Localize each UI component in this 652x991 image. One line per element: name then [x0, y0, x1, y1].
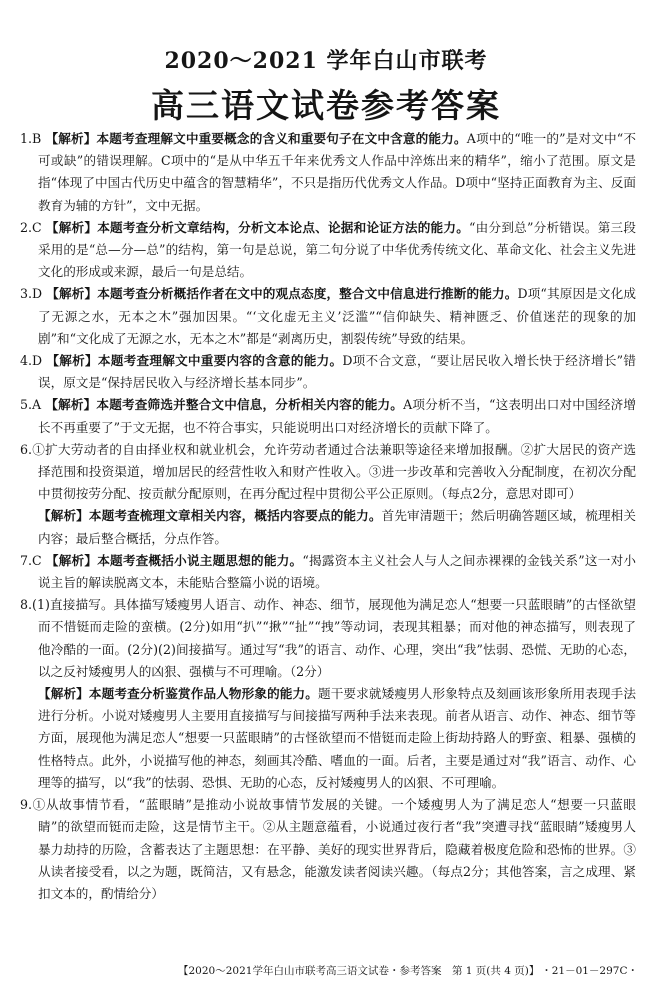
document-title: 高三语文试卷参考答案 [151, 86, 501, 125]
item-number: 5. [20, 397, 33, 413]
answer-text: ①从故事情节看，“蓝眼睛”是推动小说故事情节发展的关键。一个矮瘦男人为了满足恋人“想要一只蓝眼睛”的欲望而铤而走险，这是情节主干。②从主题意蕴看，小说通过夜行者“我”突遭寻找“蓝眼睛”矮瘦男人暴力劫持的历险，含蓄表达了主题思想：在平静、美好的现实世界背后，隐藏着极度危险和恐怖的世界。③从读者接受看，以之为题，既简洁，又有悬念，能激发读者阅读兴趣。（每点2分；其他答案，言之成理、紧扣文本的，酌情给分） [32, 797, 636, 901]
item-number: 6. [20, 441, 33, 457]
answer-body [20, 128, 636, 905]
item-number: 8. [20, 597, 33, 613]
answer-choice: D [32, 286, 43, 302]
analysis-text: 题干要求就矮瘦男人形象特点及刻画该形象所用表现手法进行分析。小说对矮瘦男人主要用直接描写与间接描写两种手法来表现。前者从语言、动作、神态、细节等方面，展现他为满足恋人“想要一只蓝眼睛”的古怪欲望而不惜铤而走险上街劫持路人的野蛮、粗暴、强横的性格特点。此外，小说描写他的神态，刻画其冷酷、嗜血的一面。后者，主要是通过对“我”语言、动作、心理等的描写，以“我”的怯弱、恐惧、无助的心态，反衬矮瘦男人的凶狠、不可理喻。 [38, 686, 637, 790]
analysis-tag: 【解析】本题考查分析鉴赏作品人物形象的能力。 [38, 686, 318, 702]
analysis-6 [20, 505, 636, 549]
answer-item-1 [20, 128, 636, 217]
analysis-tag: 【解析】本题考查理解文中重要概念的含义和重要句子在文中含意的能力。 [45, 131, 467, 146]
answer-choice: D [32, 353, 43, 369]
answer-item-4 [20, 350, 636, 394]
item-number: 1. [20, 131, 33, 146]
answer-text: “揭露资本主义社会人与人之间赤裸裸的金钱关系”这一对小说主旨的解读脱离文本，未能贴合整篇小说的语境。 [38, 552, 636, 591]
analysis-tag: 【解析】本题考查理解文中重要内容的含意的能力。 [46, 353, 343, 369]
answer-choice: C [32, 552, 42, 568]
answer-item-3 [20, 283, 636, 350]
analysis-tag: 【解析】本题考查梳理文章相关内容，概括内容要点的能力。 [38, 508, 382, 524]
footer-code: ・21－01－297C・ [541, 965, 638, 977]
item-number: 7. [20, 552, 33, 568]
analysis-8 [20, 683, 636, 794]
answer-text: ①扩大劳动者的自由择业权和就业机会，允许劳动者通过合法兼职等途径来增加报酬。②扩大居民的资产选择范围和投资渠道，增加居民的经营性收入和财产性收入。③进一步改革和完善收入分配制度，在初次分配中贯彻按劳分配、按贡献分配原则，在再分配过程中贯彻公平公正原则。（每点2分，意思对即可） [32, 441, 636, 502]
answer-item-8 [20, 594, 636, 683]
analysis-text: 首先审清题干；然后明确答题区域，梳理相关内容；最后整合概括，分点作答。 [38, 508, 637, 546]
item-number: 9. [20, 797, 33, 813]
analysis-tag: 【解析】本题考查筛选并整合文中信息，分析相关内容的能力。 [45, 397, 404, 413]
analysis-tag: 【解析】本题考查概括小说主题思想的能力。 [45, 552, 303, 568]
analysis-tag: 【解析】本题考查分析文章结构，分析文本论点、论据和论证方法的能力。 [45, 219, 470, 235]
answer-choice: B [32, 131, 42, 146]
answer-text: A项中的“唯一的”是对文中“不可或缺”的错误理解。C项中的“是从中华五千年来优秀文人作品中淬炼出来的精华”，缩小了范围。原文是指“体现了中国古代历史中蕴含的智慧精华”，不只是指历代优秀文人作品。D项中“坚持正面教育为主、反面教育为辅的方针”，文中无据。 [38, 131, 637, 213]
answer-item-2 [20, 217, 636, 284]
answer-item-5 [20, 394, 636, 438]
answer-item-9 [20, 794, 636, 905]
footer-page-info: 【2020～2021学年白山市联考高三语文试卷・参考答案 第 1 页(共 4 页)】 [178, 965, 540, 977]
answer-item-6 [20, 439, 636, 506]
exam-title: 2020～2021 学年白山市联考 [164, 48, 488, 74]
answer-item-7 [20, 550, 636, 594]
answer-text: (1)直接描写。具体描写矮瘦男人语言、动作、神态、细节，展现他为满足恋人“想要一只蓝眼睛”的古怪欲望而不惜铤而走险的蛮横。(2分)如用“扒”“揪”“扯”“拽”等动词，表现其粗暴；而对他的神态描写，则表现了他冷酷的一面。(2分)(2)间接描写。通过写“我”的语言、动作、心理，突出“我”怯弱、恐慌、无助的心态，以之反衬矮瘦男人的凶狠、强横与不可理喻。（2分） [32, 597, 636, 679]
item-number: 3. [20, 286, 33, 302]
answer-text: “由分到总”分析错误。第三段采用的是“总—分—总”的结构，第一句是总说，第二句分说了中华优秀传统文化、革命文化、社会主义先进文化的形成或来源，最后一句是总结。 [38, 219, 636, 280]
answer-text: A项分析不当，“这表明出口对中国经济增长不再重要了”于文无据，也不符合事实，只能说明出口对经济增长的贡献下降了。 [38, 397, 636, 435]
analysis-tag: 【解析】本题考查分析概括作者在文中的观点态度，整合文中信息进行推断的能力。 [46, 286, 518, 302]
answer-choice: A [32, 397, 42, 413]
item-number: 4. [20, 353, 33, 369]
answer-text: D项不合文意，“要让居民收入增长快于经济增长”错误，原文是“保持居民收入与经济增长基本同步”。 [38, 353, 636, 391]
answer-text: D项“其原因是文化成了无源之水，无本之木”强加因果。“‘文化虚无主义’泛滥”“信仰缺失、精神匮乏、价值迷茫的现象的加剧”和“文化成了无源之水，无本之木”都是“剥离历史，割裂传统”导致的结果。 [38, 286, 636, 346]
item-number: 2. [20, 219, 33, 235]
answer-choice: C [32, 219, 42, 235]
